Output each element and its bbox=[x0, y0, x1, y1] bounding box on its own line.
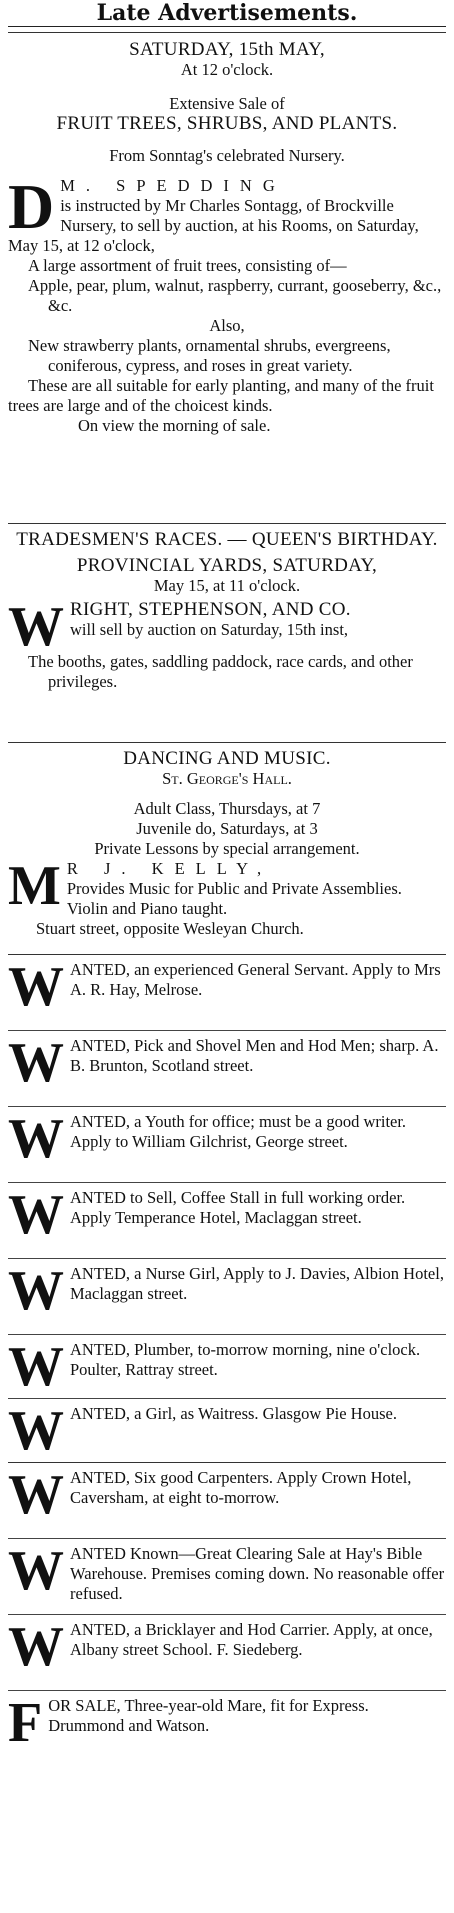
ad-headline: FRUIT TREES, SHRUBS, AND PLANTS. bbox=[56, 113, 398, 134]
wanted-ad bbox=[8, 1544, 446, 1610]
auctioneer-name: RIGHT, STEPHENSON, AND CO. bbox=[70, 599, 351, 620]
drop-cap: W bbox=[8, 1340, 64, 1392]
drop-cap: W bbox=[8, 1468, 64, 1526]
drop-cap: W bbox=[8, 1188, 64, 1246]
wanted-ad bbox=[8, 1404, 446, 1456]
drop-cap: W bbox=[8, 1264, 64, 1322]
wanted-ad bbox=[8, 1264, 446, 1330]
wanted-text: ANTED, Six good Carpenters. Apply Crown Hotel, Caversham, at eight to-morrow. bbox=[70, 1468, 412, 1507]
drop-cap: W bbox=[8, 1036, 64, 1094]
ad-body: is instructed by Mr Charles Sontagg, of Brockville Nursery, to sell by auction, at his Rooms, on Saturday, May 15, at 12 o'clock, bbox=[8, 196, 419, 255]
divider bbox=[8, 1030, 446, 1031]
wanted-ad bbox=[8, 1340, 446, 1392]
ad-headline: TRADESMEN'S RACES. — QUEEN'S BIRTHDAY. bbox=[16, 530, 438, 550]
ad-tradesmens-races bbox=[8, 530, 446, 740]
divider bbox=[8, 1398, 446, 1399]
divider bbox=[8, 523, 446, 524]
drop-cap: D bbox=[8, 171, 55, 242]
divider bbox=[8, 1182, 446, 1183]
ad-line: Private Lessons by special arrangement. bbox=[94, 839, 360, 858]
drop-cap: W bbox=[8, 1112, 64, 1170]
divider bbox=[8, 1538, 446, 1539]
ad-place: PROVINCIAL YARDS, SATURDAY, bbox=[76, 555, 378, 576]
wanted-text: ANTED, a Girl, as Waitress. Glasgow Pie House. bbox=[70, 1404, 397, 1423]
drop-cap: M bbox=[8, 855, 61, 917]
drop-cap: W bbox=[8, 960, 64, 1018]
wanted-ad bbox=[8, 1112, 446, 1178]
for-sale-text: OR SALE, Three-year-old Mare, fit for Express. Drummond and Watson. bbox=[48, 1696, 369, 1735]
wanted-text: ANTED, a Nurse Girl, Apply to J. Davies, Albion Hotel, Maclaggan street. bbox=[70, 1264, 444, 1303]
drop-cap: W bbox=[8, 1404, 64, 1456]
drop-cap: F bbox=[8, 1696, 43, 1754]
wanted-text: ANTED, Pick and Shovel Men and Hod Men; sharp. A. B. Brunton, Scotland street. bbox=[70, 1036, 439, 1075]
wanted-text: ANTED, a Bricklayer and Hod Carrier. Apply, at once, Albany street School. F. Siedeberg. bbox=[70, 1620, 433, 1659]
ad-body: Stuart street, opposite Wesleyan Church. bbox=[36, 919, 304, 938]
ad-line: Juvenile do, Saturdays, at 3 bbox=[136, 819, 318, 838]
ad-body: Apple, pear, plum, walnut, raspberry, currant, gooseberry, &c., &c. bbox=[28, 276, 442, 315]
for-sale-ad bbox=[8, 1696, 446, 1762]
divider bbox=[8, 1614, 446, 1615]
ad-body: New strawberry plants, ornamental shrubs, evergreens, coniferous, cypress, and roses in great variety. bbox=[28, 336, 391, 375]
wanted-text: ANTED, an experienced General Servant. Apply to Mrs A. R. Hay, Melrose. bbox=[70, 960, 441, 999]
divider bbox=[8, 1690, 446, 1691]
ad-headline: DANCING AND MUSIC. bbox=[123, 749, 331, 769]
wanted-text: ANTED, a Youth for office; must be a good writer. Apply to William Gilchrist, George street. bbox=[70, 1112, 407, 1151]
newspaper-column bbox=[8, 0, 446, 1913]
wanted-text: ANTED to Sell, Coffee Stall in full working order. Apply Temperance Hotel, Maclaggan street. bbox=[70, 1188, 406, 1227]
wanted-text: ANTED Known—Great Clearing Sale at Hay's Bible Warehouse. Premises coming down. No reasonable offer refused. bbox=[70, 1544, 445, 1603]
wanted-ad bbox=[8, 1468, 446, 1534]
wanted-ad bbox=[8, 1188, 446, 1254]
divider bbox=[8, 1258, 446, 1259]
drop-cap: W bbox=[8, 1544, 64, 1602]
teacher-name: R J. KELLY, bbox=[66, 859, 273, 878]
ad-date: May 15, at 11 o'clock. bbox=[153, 576, 301, 595]
divider bbox=[8, 742, 446, 743]
drop-cap: W bbox=[8, 1620, 64, 1678]
divider bbox=[8, 1106, 446, 1107]
ad-dancing-music bbox=[8, 749, 446, 949]
wanted-text: ANTED, Plumber, to-morrow morning, nine o'clock. Poulter, Rattray street. bbox=[70, 1340, 421, 1379]
wanted-ad bbox=[8, 960, 446, 1026]
ad-body: On view the morning of sale. bbox=[78, 416, 271, 435]
divider bbox=[8, 32, 446, 33]
drop-cap: W bbox=[8, 596, 64, 658]
ad-body: will sell by auction on Saturday, 15th inst, bbox=[70, 620, 349, 639]
divider bbox=[8, 954, 446, 955]
ad-body: The booths, gates, saddling paddock, race cards, and other privileges. bbox=[28, 652, 413, 691]
ad-line: From Sonntag's celebrated Nursery. bbox=[109, 146, 345, 165]
ad-hall: St. George's Hall. bbox=[162, 769, 292, 788]
ad-body: These are all suitable for early planting, and many of the fruit trees are large and of the choicest kinds. bbox=[8, 376, 434, 415]
ad-date: SATURDAY, 15th MAY, bbox=[129, 40, 325, 60]
wanted-ad bbox=[8, 1620, 446, 1686]
ad-body: Also, bbox=[209, 316, 245, 335]
ad-body: Provides Music for Public and Private Assemblies. Violin and Piano taught. bbox=[66, 879, 402, 918]
divider bbox=[8, 1334, 446, 1335]
auctioneer-name: M. SPEDDING bbox=[60, 176, 286, 195]
ad-line: Extensive Sale of bbox=[169, 94, 285, 113]
ad-time: At 12 o'clock. bbox=[180, 60, 274, 79]
page-title: Late Advertisements. bbox=[8, 0, 446, 27]
ad-body: A large assortment of fruit trees, consisting of— bbox=[28, 256, 347, 275]
divider bbox=[8, 1462, 446, 1463]
ad-line: Adult Class, Thursdays, at 7 bbox=[133, 799, 321, 818]
wanted-ad bbox=[8, 1036, 446, 1102]
ad-fruit-trees bbox=[8, 40, 446, 520]
